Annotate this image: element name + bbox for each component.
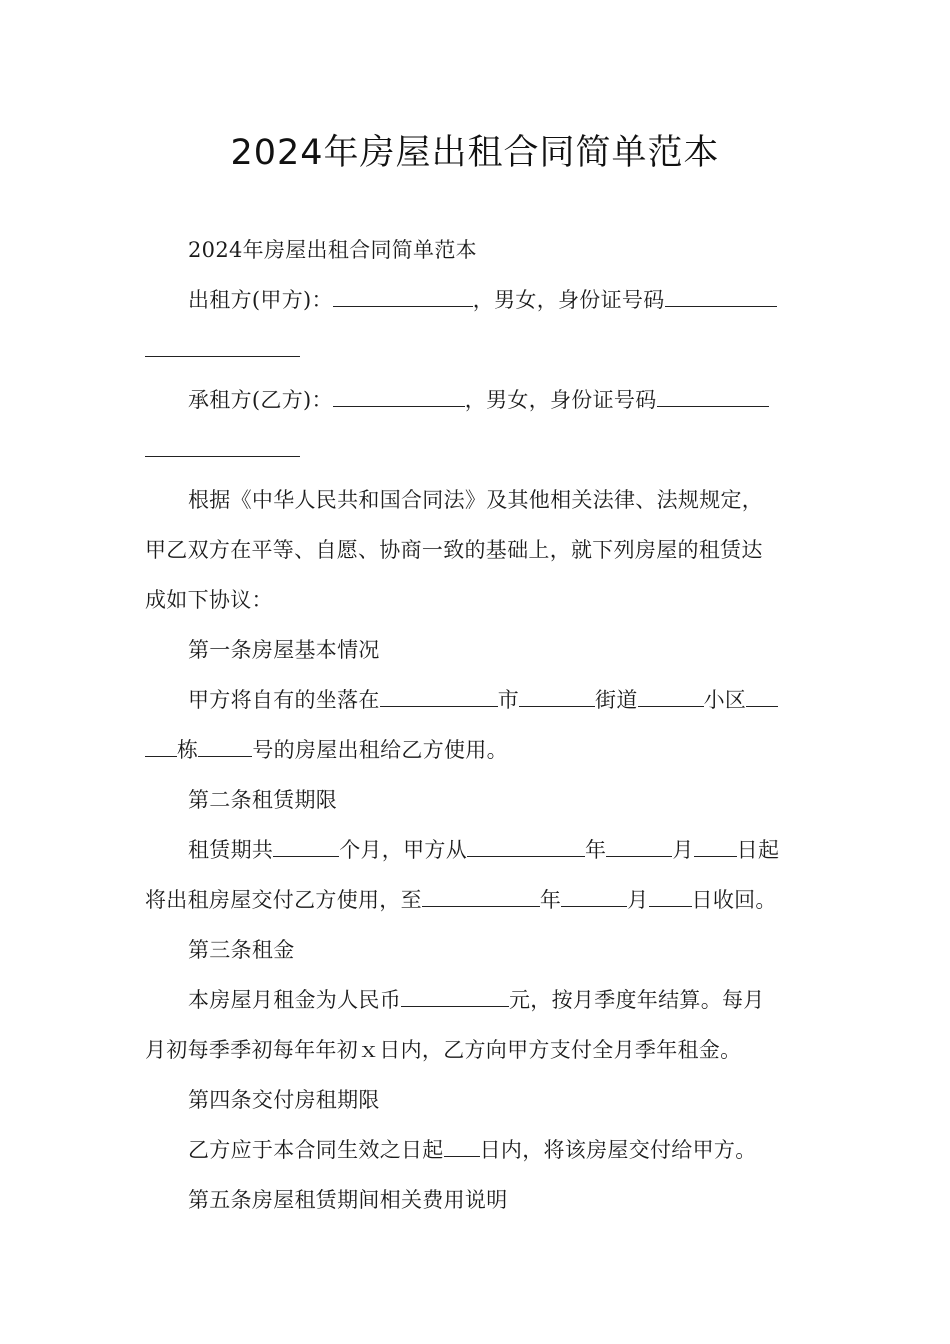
article-3-heading: 第三条租金 (188, 938, 295, 962)
start-month-blank (606, 840, 672, 857)
lessee-name-blank (333, 390, 465, 407)
article-1-end-text: 号的房屋出租给乙方使用。 (252, 738, 508, 762)
document-subtitle: 2024年房屋出租合同简单范本 (188, 238, 477, 262)
article-2-heading: 第二条租赁期限 (188, 788, 338, 812)
start-year-blank (467, 840, 585, 857)
article-3-line-1 (145, 975, 810, 1025)
intro-line-2: 甲乙双方在平等、自愿、协商一致的基础上，就下列房屋的租赁达 (145, 538, 763, 562)
rent-amount-blank (401, 990, 509, 1007)
lease-from-label: 个月，甲方从 (339, 838, 468, 862)
street-label: 街道 (595, 688, 638, 712)
article-2-line-1 (145, 825, 810, 875)
rent-terms-text: 元，按月季度年结算。每月 (509, 988, 765, 1012)
end-day-blank (649, 890, 692, 907)
start-month-label: 月 (672, 838, 694, 862)
article-4-heading: 第四条交付房租期限 (188, 1088, 380, 1112)
lessee-line-cont (145, 425, 810, 475)
end-month-blank (561, 890, 627, 907)
rent-label: 本房屋月租金为人民币 (188, 988, 401, 1012)
lessor-id-blank (665, 290, 777, 307)
lessor-line (145, 275, 810, 325)
lessee-id-blank (657, 390, 769, 407)
article-1-line-2 (145, 725, 810, 775)
lessor-name-blank (333, 290, 473, 307)
lessee-id-blank-cont (145, 440, 300, 457)
number-blank (198, 740, 252, 757)
lease-to-label: 将出租房屋交付乙方使用，至 (145, 888, 422, 912)
handover-days-blank (444, 1140, 480, 1157)
end-year-label: 年 (539, 888, 562, 912)
lessor-label: 出租方(甲方)： (188, 288, 333, 312)
community-blank (638, 690, 704, 707)
building-blank-cont (145, 740, 177, 757)
city-blank (380, 690, 498, 707)
building-blank (746, 690, 778, 707)
city-label: 市 (497, 688, 520, 712)
street-blank (519, 690, 595, 707)
start-day-blank (694, 840, 737, 857)
lease-term-label: 租赁期共 (188, 838, 274, 862)
handover-text: 乙方应于本合同生效之日起 (188, 1138, 444, 1162)
article-1-text: 甲方将自有的坐落在 (188, 688, 380, 712)
lessor-line-cont (145, 325, 810, 375)
building-label: 栋 (177, 738, 199, 762)
document-title: 2024年房屋出租合同简单范本 (230, 133, 720, 173)
intro-line-1: 根据《中华人民共和国合同法》及其他相关法律、法规规定， (188, 488, 764, 512)
community-label: 小区 (703, 688, 747, 712)
intro-line-3: 成如下协议： (145, 588, 273, 612)
start-year-label: 年 (585, 838, 607, 862)
start-day-label: 日起 (736, 838, 780, 862)
article-2-line-2 (145, 875, 810, 925)
end-month-label: 月 (627, 888, 649, 912)
lessee-label: 承租方(乙方)： (188, 388, 333, 412)
lessor-mid-text: ，男女，身份证号码 (472, 288, 665, 312)
lessee-line (145, 375, 810, 425)
end-day-label: 日收回。 (691, 888, 777, 912)
article-1-line-1 (145, 675, 810, 725)
end-year-blank (422, 890, 540, 907)
article-5-heading: 第五条房屋租赁期间相关费用说明 (188, 1188, 508, 1212)
article-4-line-1 (145, 1125, 810, 1175)
months-blank (273, 840, 339, 857)
lessor-id-blank-cont (145, 340, 300, 357)
handover-end-text: 日内，将该房屋交付给甲方。 (479, 1138, 757, 1162)
lessee-mid-text: ，男女，身份证号码 (464, 388, 657, 412)
article-1-heading: 第一条房屋基本情况 (188, 638, 380, 662)
article-3-line-2: 月初每季季初每年年初ｘ日内，乙方向甲方支付全月季年租金。 (145, 1038, 742, 1062)
